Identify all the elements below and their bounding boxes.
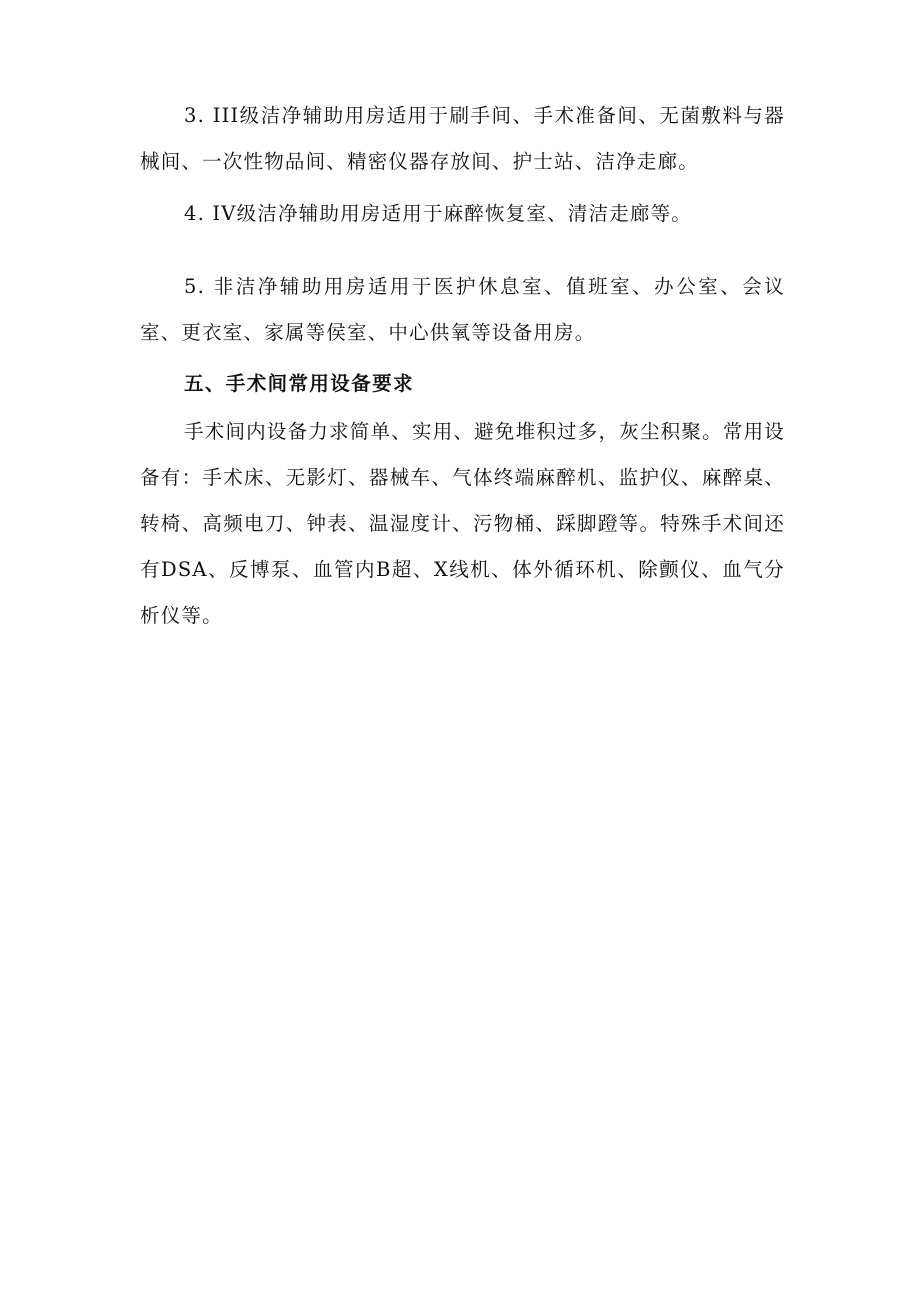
- paragraph-class-iii-rooms: 3. III级洁净辅助用房适用于刷手间、手术准备间、无菌敷料与器械间、一次性物品间、精密仪器存放间、护士站、洁净走廊。: [140, 104, 785, 173]
- paragraph-non-clean-rooms: 5. 非洁净辅助用房适用于医护休息室、值班室、办公室、会议室、更衣室、家属等侯室、中心供氧等设备用房。: [140, 275, 785, 344]
- paragraph-equipment-list: 手术间内设备力求简单、实用、避免堆积过多，灰尘积聚。常用设备有：手术床、无影灯、器械车、气体终端麻醉机、监护仪、麻醉桌、转椅、高频电刀、钟表、温湿度计、污物桶、踩脚蹬等。特殊手术间还有DSA、反博泵、血管内B超、X线机、体外循环机、除颤仪、血气分析仪等。: [140, 420, 785, 627]
- section-heading-equipment: 五、手术间常用设备要求: [184, 372, 414, 395]
- paragraph-class-iv-rooms: 4. IV级洁净辅助用房适用于麻醉恢复室、清洁走廊等。: [184, 202, 692, 225]
